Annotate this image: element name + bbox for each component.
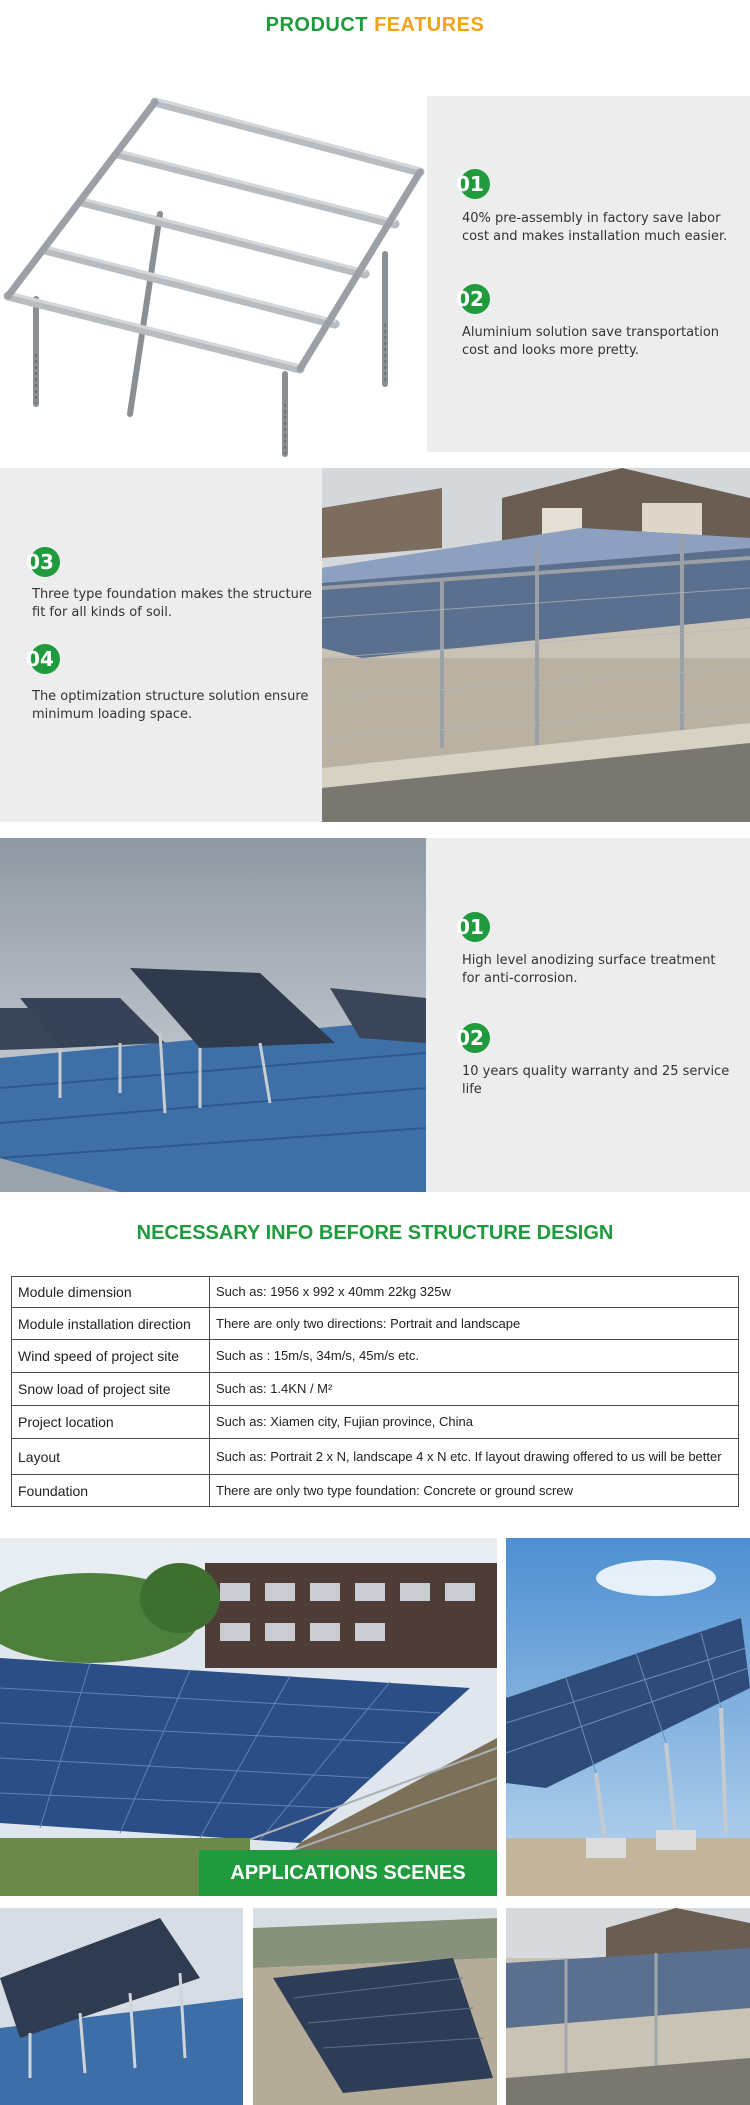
feature-text: High level anodizing surface treatment for anti-corrosion. [462, 953, 716, 986]
table-row [12, 1277, 739, 1308]
info-label: Module installation direction [12, 1308, 210, 1340]
info-section-title: NECESSARY INFO BEFORE STRUCTURE DESIGN [136, 1222, 614, 1244]
fenced-solar-array-photo [322, 468, 750, 822]
feature-text: The optimization structure solution ensure minimum loading space. [32, 689, 309, 722]
mounting-frame-image [0, 84, 427, 454]
info-value: Such as: 1.4KN / M² [210, 1373, 739, 1406]
info-label: Project location [12, 1406, 210, 1439]
info-label: Module dimension [12, 1277, 210, 1308]
info-value: Such as : 15m/s, 34m/s, 45m/s etc. [210, 1340, 739, 1373]
info-label: Wind speed of project site [12, 1340, 210, 1373]
table-row [12, 1373, 739, 1406]
project-info-table [11, 1276, 739, 1507]
feature-panel-3 [426, 838, 750, 1192]
table-row [12, 1439, 739, 1475]
info-label: Snow load of project site [12, 1373, 210, 1406]
info-value: Such as: Portrait 2 x N, landscape 4 x N etc. If layout drawing offered to us will be better [210, 1439, 739, 1475]
scene-photo-small-2 [253, 1908, 497, 2105]
table-row [12, 1475, 739, 1507]
info-value: There are only two type foundation: Concrete or ground screw [210, 1475, 739, 1507]
feature-text: 40% pre-assembly in factory save labor cost and makes installation much easier. [462, 211, 728, 244]
feature-number-badge: 01 [460, 912, 490, 942]
feature-number-badge: 02 [460, 284, 490, 314]
table-row [12, 1340, 739, 1373]
info-label: Foundation [12, 1475, 210, 1507]
scene-photo-tall [506, 1538, 750, 1896]
feature-number-badge: 03 [30, 547, 60, 577]
info-label: Layout [12, 1439, 210, 1475]
scene-photo-large [0, 1538, 497, 1896]
feature-text: Three type foundation makes the structure fit for all kinds of soil. [32, 587, 312, 620]
scene-photo-small-3 [506, 1908, 750, 2105]
feature-number-badge: 04 [30, 644, 60, 674]
info-value: Such as: 1956 x 992 x 40mm 22kg 325w [210, 1277, 739, 1308]
table-row [12, 1406, 739, 1439]
feature-text: Aluminium solution save transportation cost and looks more pretty. [462, 325, 720, 358]
applications-scenes-label: APPLICATIONS SCENES [199, 1850, 497, 1896]
rooftop-solar-photo [0, 838, 426, 1192]
info-value: Such as: Xiamen city, Fujian province, China [210, 1406, 739, 1439]
scene-photo-small-1 [0, 1908, 243, 2105]
table-row [12, 1308, 739, 1340]
feature-text: 10 years quality warranty and 25 service life [462, 1064, 730, 1097]
page-title: PRODUCT FEATURES [265, 14, 485, 36]
feature-number-badge: 02 [460, 1023, 490, 1053]
feature-panel-1 [427, 96, 750, 452]
feature-number-badge: 01 [460, 169, 490, 199]
info-value: There are only two directions: Portrait and landscape [210, 1308, 739, 1340]
